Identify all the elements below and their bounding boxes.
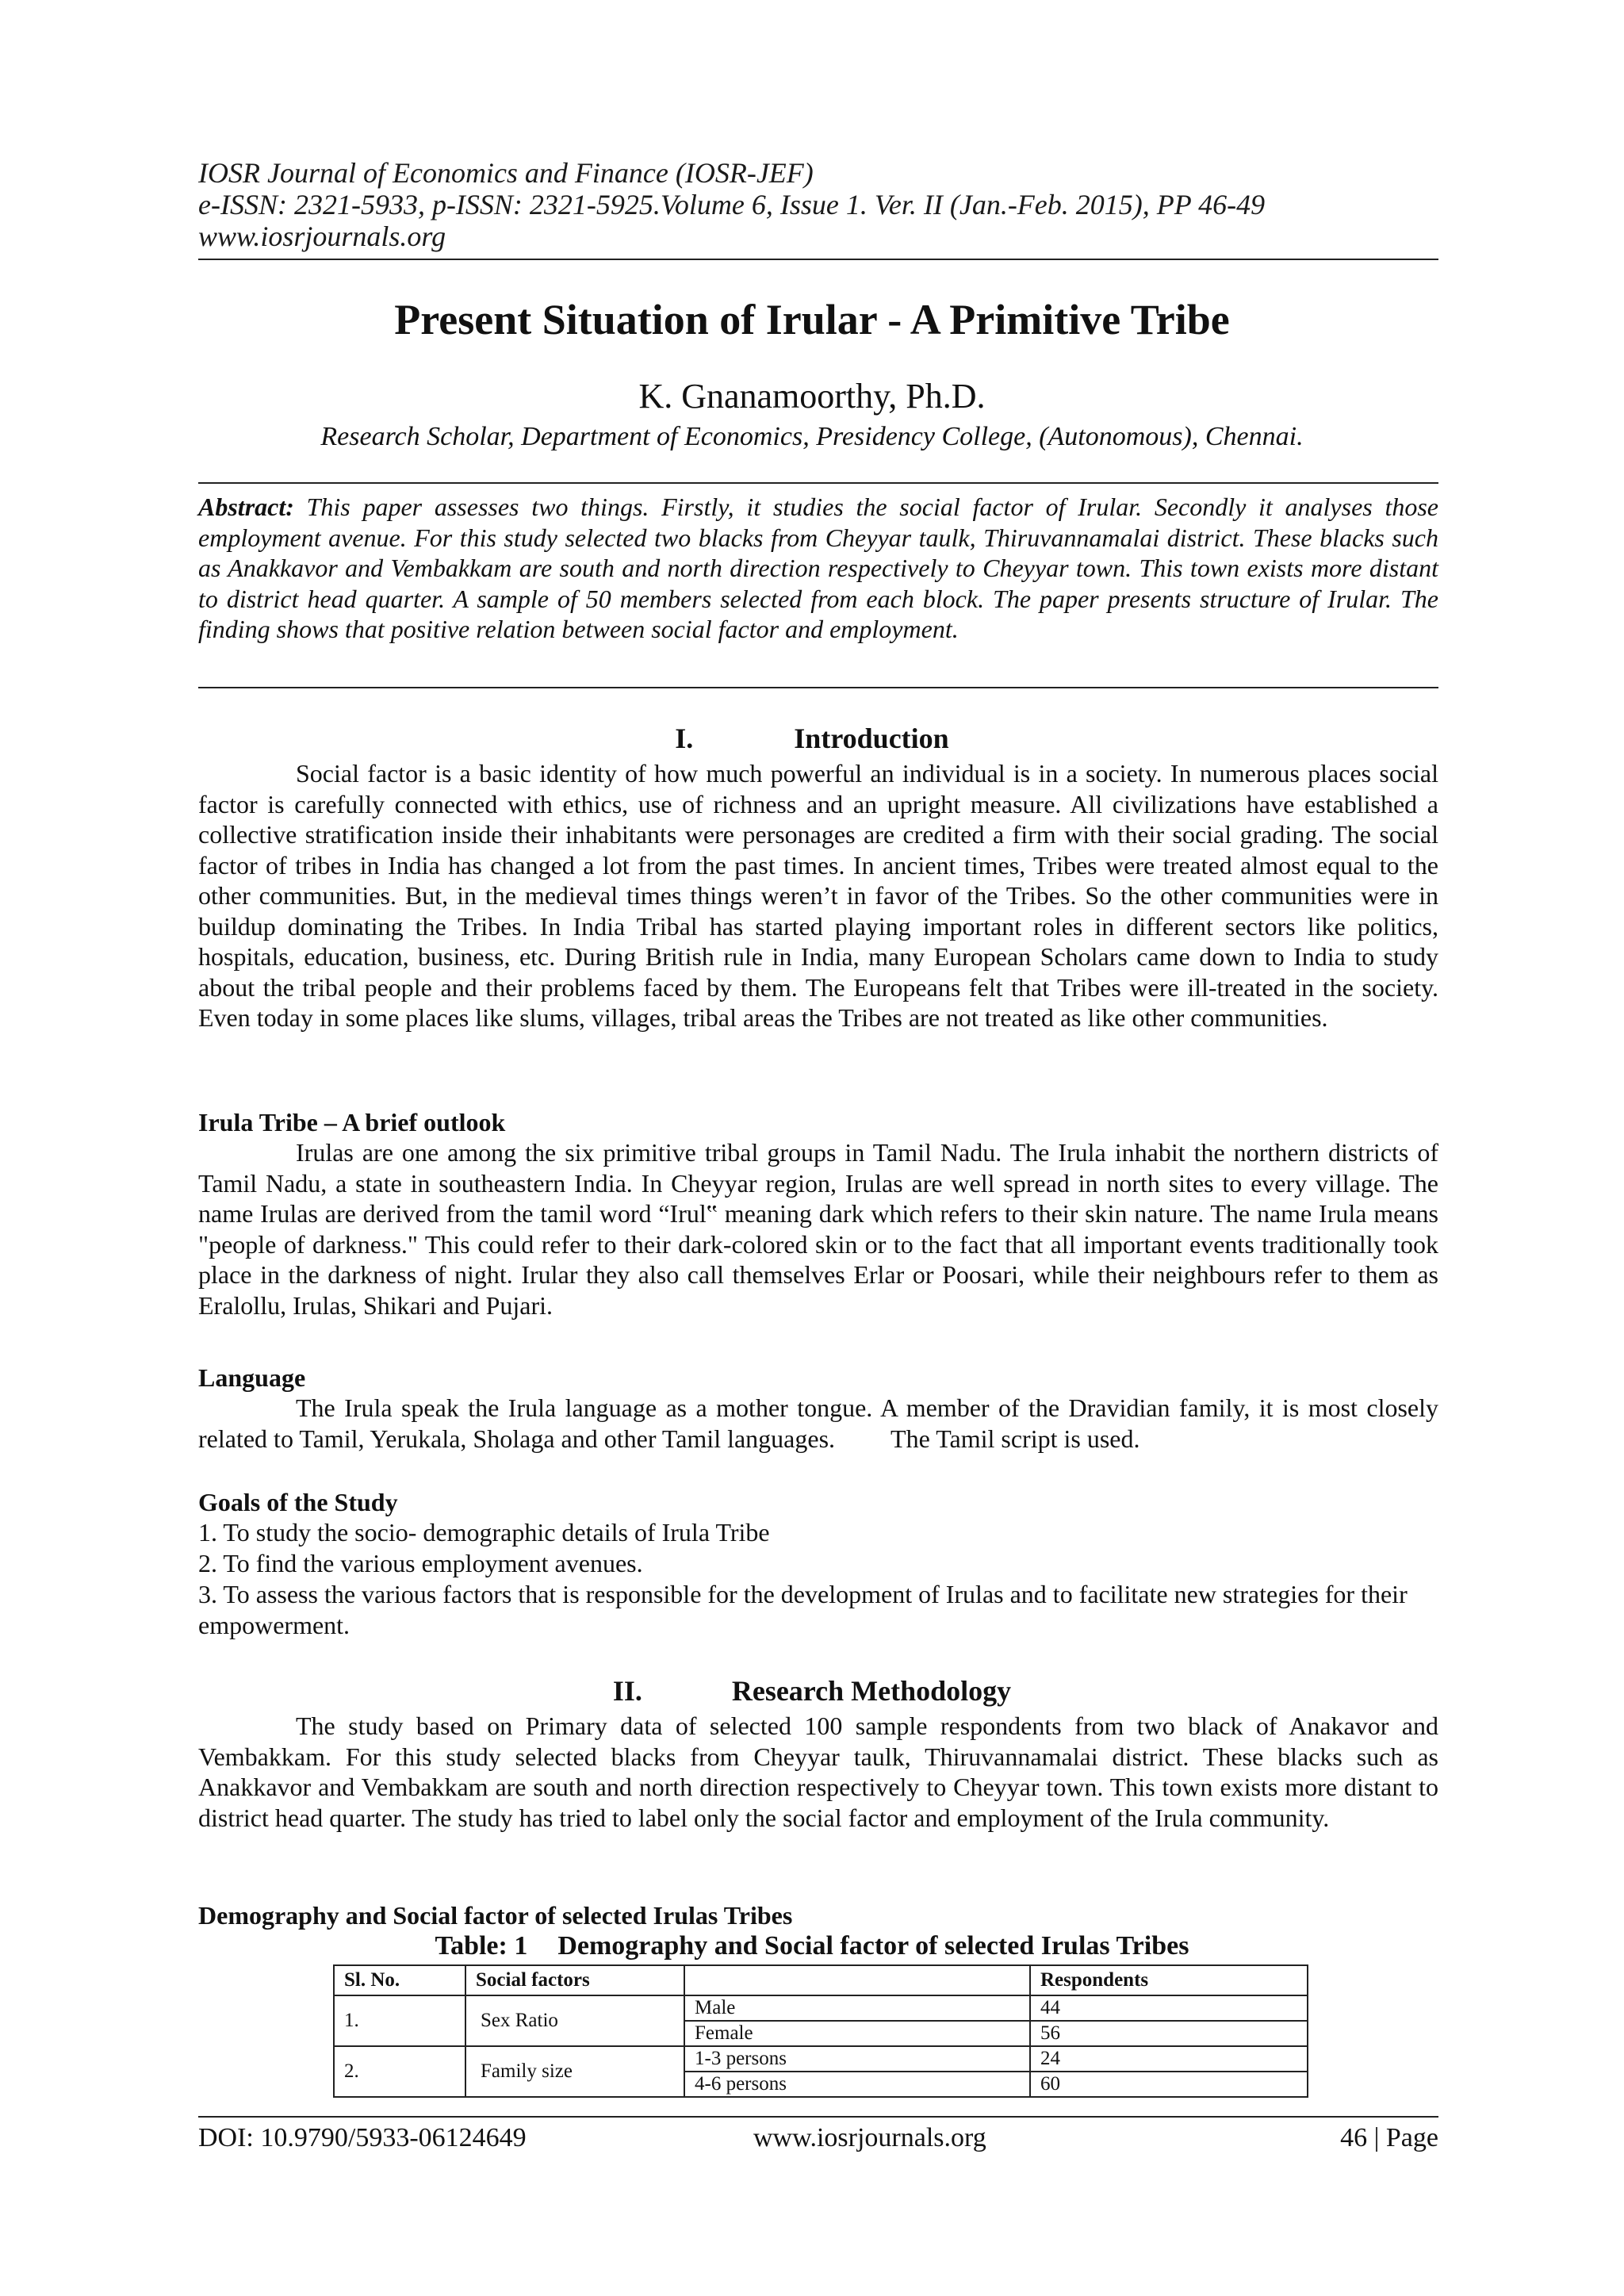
goal-item: 3. To assess the various factors that is responsible for the development of Irulas and to facilitate new strategies for their empowerment. [198,1580,1408,1639]
irula-outlook-heading: Irula Tribe – A brief outlook [198,1108,506,1137]
abstract-top-rule [198,482,1438,484]
section-title: Introduction [794,723,949,754]
cell-category: 1-3 persons [684,2046,1030,2072]
journal-name: IOSR Journal of Economics and Finance (IOSR-JEF) [198,157,814,189]
header-cell: Sl. No. [334,1965,465,1995]
introduction-text: Social factor is a basic identity of how much powerful an individual is in a society. In numerous places social factor is carefully connected with ethics, use of richness and an upright measure. All civilizations have established a collective stratification inside their inhabitants were personages are credited a firm with their social grading. The social factor of tribes in India has changed a lot from the past times. In ancient times, Tribes were treated almost equal to the other communities. But, in the medieval times things weren’t in favor of the Tribes. So the other communities were in buildup dominating the Tribes. In India Tribal has started playing important roles in different sectors like politics, hospitals, education, business, etc. During British rule in India, many European Scholars came down to India to study about the tribal people and their problems faced by them. The Europeans felt that Tribes were ill-treated in the society. Even today in some places like slums, villages, tribal areas the Tribes are not treated as like other communities. [198,759,1438,1032]
table-row [334,2046,1308,2072]
abstract-text: This paper assesses two things. Firstly, it studies the social factor of Irular. Secondly it analyses those employment avenue. For this study selected two blacks from Cheyyar taulk, Thiruvannamalai district. These blacks such as Anakkavor and Vembakkam are south and north direction respectively to Cheyyar town. This town exists more distant to district head quarter. A sample of 50 members selected from each block. The paper presents structure of Irular. The finding shows that positive relation between social factor and employment. [198,493,1439,643]
introduction-paragraph [198,758,1438,1033]
author-name: K. Gnanamoorthy, Ph.D. [638,377,986,416]
cell-category: Male [684,1995,1030,2021]
table-title: Demography and Social factor of selected Irulas Tribes [557,1931,1189,1961]
table-caption [0,1930,1624,1962]
goals-heading: Goals of the Study [198,1488,398,1516]
section-title: Research Methodology [731,1675,1012,1707]
section-heading-methodology [0,1674,1624,1708]
language-heading: Language [198,1363,306,1392]
goal-item: 2. To find the various employment avenues. [198,1549,643,1577]
cell-respondents: 56 [1030,2021,1308,2046]
table-row [334,1995,1308,2021]
header-cell [684,1965,1030,1995]
section-heading-introduction [0,722,1624,755]
cell-category: 4-6 persons [684,2072,1030,2097]
abstract-label: Abstract: [198,493,294,521]
table-header-row [334,1965,1308,1995]
journal-issn-volume: e-ISSN: 2321-5933, p-ISSN: 2321-5925.Volume 6, Issue 1. Ver. II (Jan.-Feb. 2015), PP 46-49 [198,189,1266,220]
cell-respondents: 24 [1030,2046,1308,2072]
demography-table [333,1964,1308,2098]
table-number: Table: 1 [435,1931,528,1961]
footer-doi: DOI: 10.9790/5933-06124649 [198,2123,527,2152]
journal-header [198,157,1435,252]
language-paragraph [198,1393,1438,1454]
language-script-text: The Tamil script is used. [891,1424,1140,1453]
methodology-text: The study based on Primary data of selected 100 sample respondents from two black of Anakavor and Vembakkam. For this study selected blacks from Cheyyar taulk, Thiruvannamalai district. These blacks such as Anakkavor and Vembakkam are south and north direction respectively to Cheyyar town. This town exists more distant to district head quarter. The study has tried to label only the social factor and employment of the Irula community. [198,1711,1438,1832]
irula-outlook-paragraph [198,1137,1438,1320]
abstract-bottom-rule [198,687,1438,688]
journal-website: www.iosrjournals.org [198,220,446,252]
footer-rule [198,2116,1438,2118]
section-number: II. [612,1675,642,1707]
cell-social-factor: Sex Ratio [465,1995,684,2046]
header-cell: Social factors [465,1965,684,1995]
section-number: I. [675,723,694,754]
abstract [198,492,1438,645]
cell-sl-no: 1. [334,1995,465,2046]
cell-social-factor: Family size [465,2046,684,2097]
footer-website: www.iosrjournals.org [753,2123,986,2152]
author-affiliation: Research Scholar, Department of Economics, Presidency College, (Autonomous), Chennai. [320,422,1304,451]
header-rule [198,259,1438,260]
cell-sl-no: 2. [334,2046,465,2097]
methodology-paragraph [198,1711,1438,1833]
footer-page-number: 46 | Page [1340,2123,1438,2152]
irula-outlook-text: Irulas are one among the six primitive tribal groups in Tamil Nadu. The Irula inhabit the northern districts of Tamil Nadu, a state in southeastern India. In Cheyyar region, Irulas are well spread in north sites to every village. The name Irulas are derived from the tamil word “Irul‟ meaning dark which refers to their skin nature. The name Irula means "people of darkness." This could refer to their dark-colored skin or to the fact that all important events traditionally took place in the darkness of night. Irular they also call themselves Erlar or Poosari, while their neighbours refer to them as Eralollu, Irulas, Shikari and Pujari. [198,1138,1438,1320]
cell-category: Female [684,2021,1030,2046]
goal-item: 1. To study the socio- demographic details of Irula Tribe [198,1518,770,1547]
demography-heading: Demography and Social factor of selected Irulas Tribes [198,1901,793,1930]
cell-respondents: 44 [1030,1995,1308,2021]
paper-title: Present Situation of Irular - A Primitive Tribe [394,296,1230,343]
cell-respondents: 60 [1030,2072,1308,2097]
header-cell: Respondents [1030,1965,1308,1995]
language-text: The Irula speak the Irula language as a mother tongue. A member of the Dravidian family, it is most closely related to Tamil, Yerukala, Sholaga and other Tamil languages. [198,1393,1438,1453]
